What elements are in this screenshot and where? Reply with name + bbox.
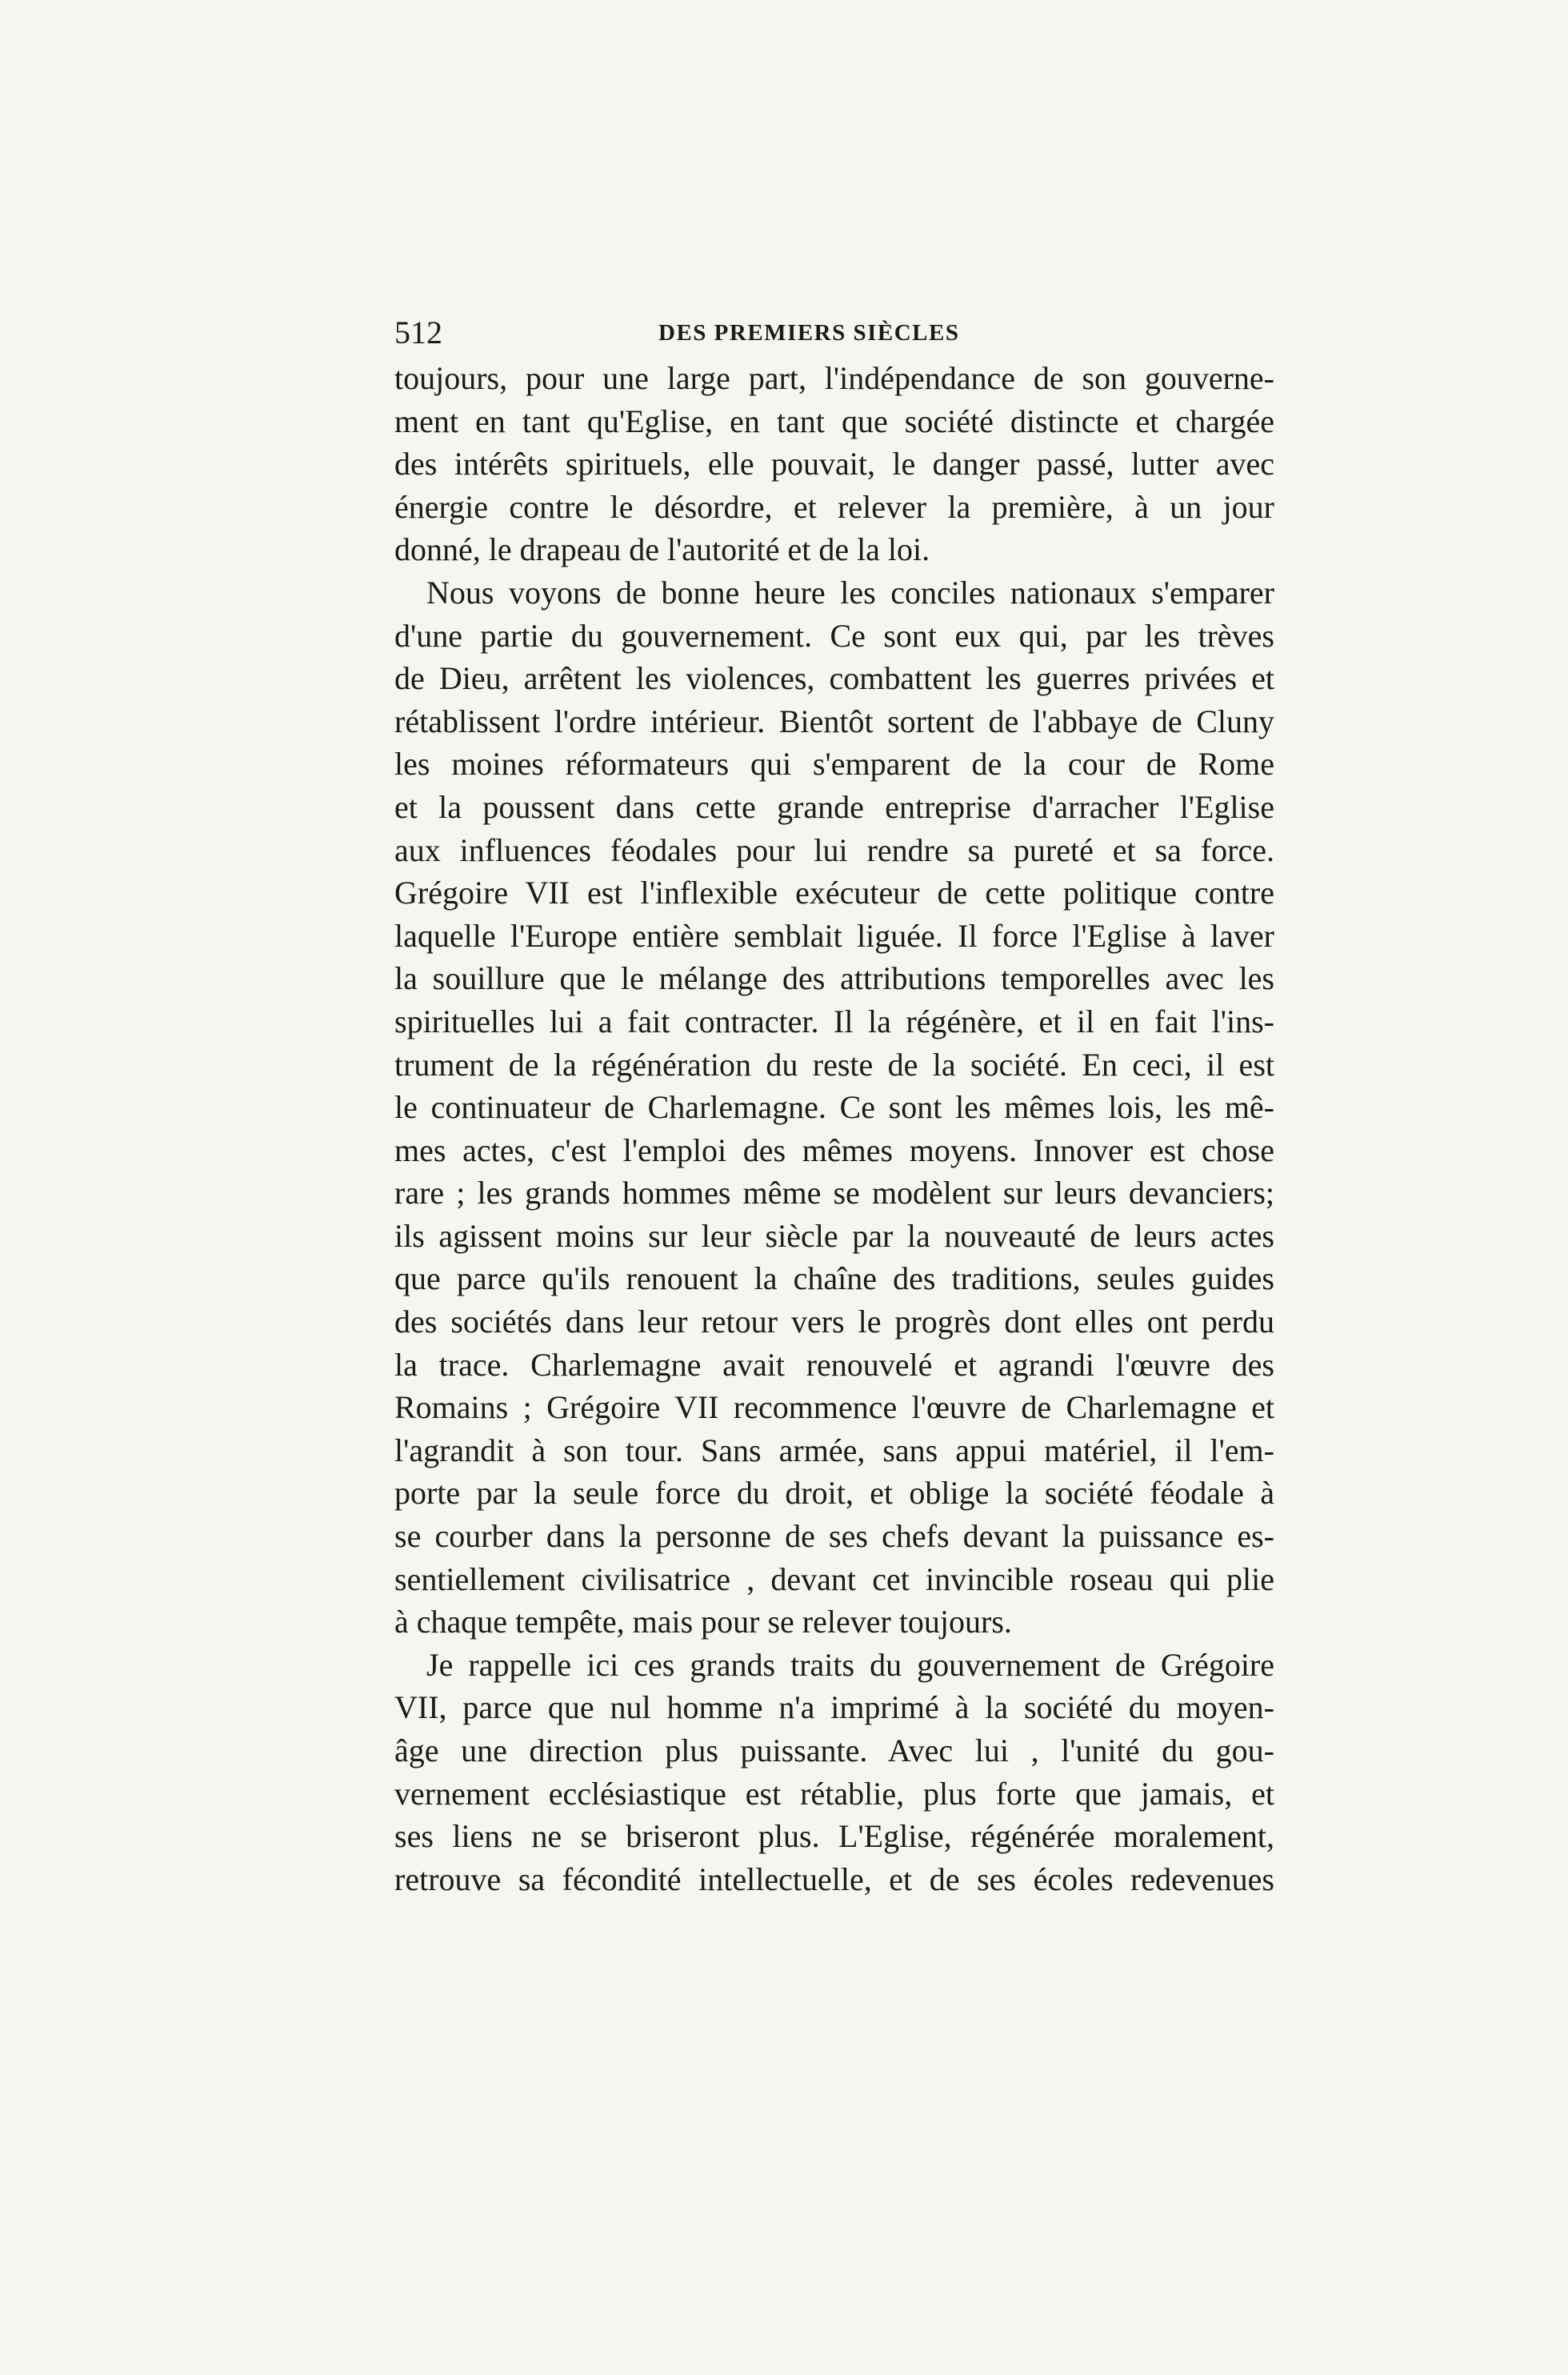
text-line: Je rappelle ici ces grands traits du gouvernement de Grégoire [426,1646,1274,1683]
text-line: retrouve sa fécondité intellectuelle, et de ses écoles redevenues [394,1860,1274,1897]
text-line: le continuateur de Charlemagne. Ce sont les mêmes lois, les mê- [394,1089,1274,1126]
text-line: les moines réformateurs qui s'emparent de la cour de Rome [394,746,1274,783]
page-header [394,314,1266,352]
text-line: sentiellement civilisatrice , devant cet invincible roseau qui plie [394,1560,1274,1597]
text-line: aux influences féodales pour lui rendre sa pureté et sa force. [394,831,1274,868]
text-line: à chaque tempête, mais pour se relever toujours. [394,1604,1012,1640]
text-line: Nous voyons de bonne heure les conciles nationaux s'emparer [426,574,1274,611]
text-line: la trace. Charlemagne avait renouvelé et agrandi l'œuvre des [394,1346,1274,1383]
text-line: spirituelles lui a fait contracter. Il la régénère, et il en fait l'ins- [394,1003,1274,1039]
text-line: Grégoire VII est l'inflexible exécuteur de cette politique contre [394,875,1274,911]
text-line: de Dieu, arrêtent les violences, combattent les guerres privées et [394,660,1274,697]
text-line: ment en tant qu'Eglise, en tant que société distincte et chargée [394,403,1274,439]
text-line: que parce qu'ils renouent la chaîne des traditions, seules guides [394,1260,1274,1297]
text-line: âge une direction plus puissante. Avec lui , l'unité du gou- [394,1732,1274,1768]
text-line: et la poussent dans cette grande entreprise d'arracher l'Eglise [394,788,1274,825]
text-line: ils agissent moins sur leur siècle par la nouveauté de leurs actes [394,1217,1274,1254]
running-head: DES PREMIERS SIÈCLES [658,320,960,346]
text-line: rare ; les grands hommes même se modèlent sur leurs devanciers; [394,1175,1274,1212]
text-line: ses liens ne se briseront plus. L'Eglise, régénérée moralement, [394,1818,1274,1855]
text-line: laquelle l'Europe entière semblait liguée. Il force l'Eglise à laver [394,917,1274,954]
text-line: des intérêts spirituels, elle pouvait, le danger passé, lutter avec [394,446,1274,483]
text-line: Romains ; Grégoire VII recommence l'œuvre de Charlemagne et [394,1389,1274,1426]
text-line: toujours, pour une large part, l'indépendance de son gouverne- [394,360,1274,396]
paragraph [394,1644,1274,1901]
text-line: la souillure que le mélange des attributions temporelles avec les [394,960,1274,997]
text-line: énergie contre le désordre, et relever la première, à un jour [394,488,1274,525]
page-number: 512 [394,314,442,350]
text-line: mes actes, c'est l'emploi des mêmes moyens. Innover est chose [394,1131,1274,1168]
paragraph [394,571,1274,1644]
text-line: l'agrandit à son tour. Sans armée, sans appui matériel, il l'em- [394,1432,1274,1468]
text-line: d'une partie du gouvernement. Ce sont eux qui, par les trèves [394,617,1274,654]
text-line: des sociétés dans leur retour vers le progrès dont elles ont perdu [394,1304,1274,1340]
text-line: se courber dans la personne de ses chefs devant la puissance es- [394,1518,1274,1555]
text-line: VII, parce que nul homme n'a imprimé à la société du moyen- [394,1689,1274,1726]
paragraph [394,357,1274,571]
text-line: trument de la régénération du reste de la société. En ceci, il est [394,1046,1274,1083]
text-line: porte par la seule force du droit, et oblige la société féodale à [394,1475,1274,1512]
text-line: vernement ecclésiastique est rétablie, plus forte que jamais, et [394,1775,1274,1812]
text-line: rétablissent l'ordre intérieur. Bientôt sortent de l'abbaye de Cluny [394,703,1274,739]
body-text [394,357,1274,1900]
text-line: donné, le drapeau de l'autorité et de la loi. [394,531,930,568]
